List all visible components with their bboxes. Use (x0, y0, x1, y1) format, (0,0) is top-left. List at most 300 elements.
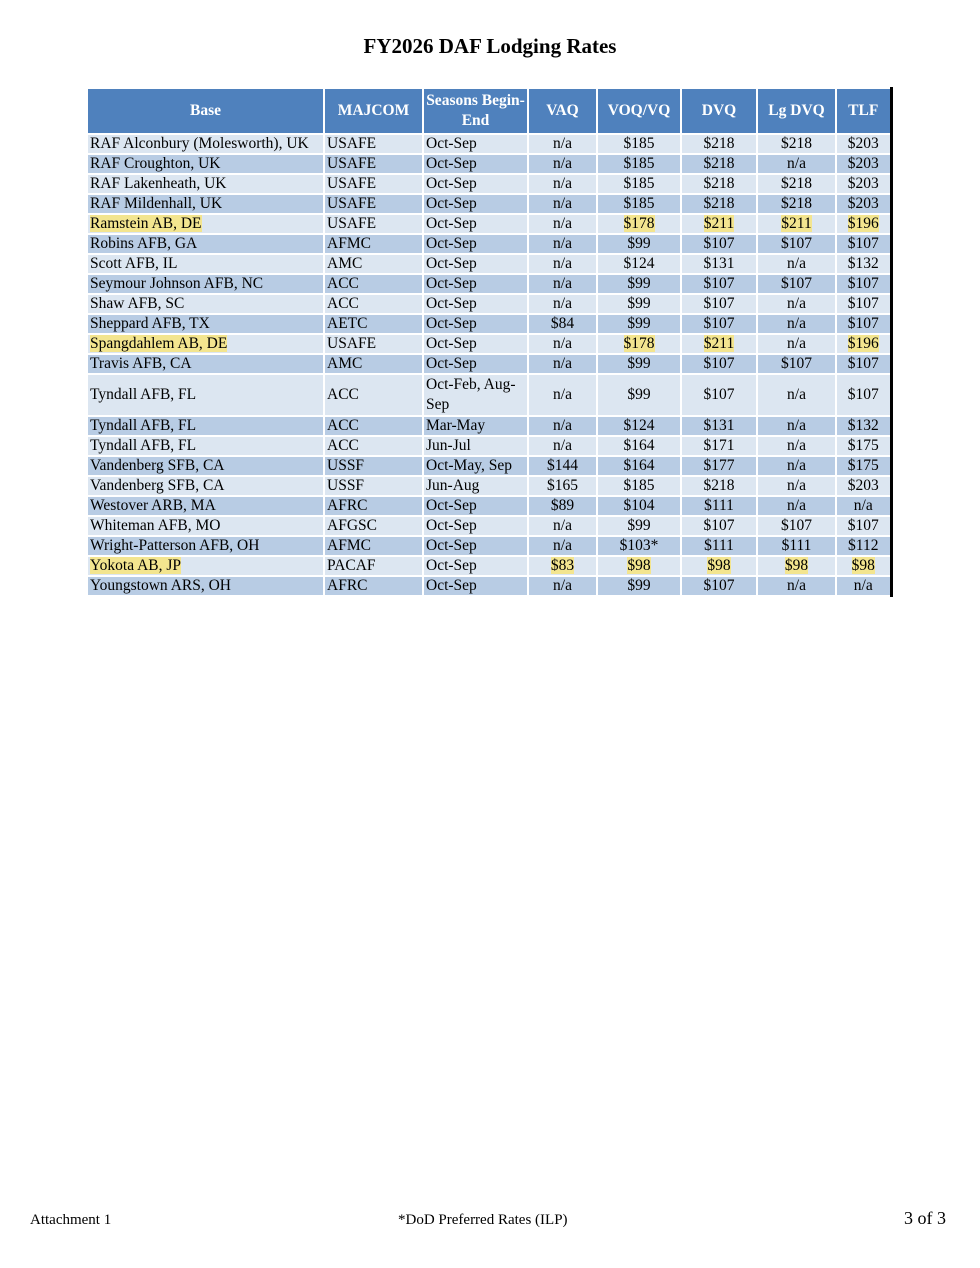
column-header-dvq: DVQ (681, 88, 757, 134)
table-row (87, 556, 891, 576)
cell-dvq-text: $131 (703, 255, 735, 272)
cell-tlf (836, 496, 891, 516)
cell-seasons (423, 354, 528, 374)
cell-voq-vq-text: $98 (627, 557, 651, 574)
cell-vaq-text: n/a (553, 295, 572, 312)
cell-majcom-text: USAFE (327, 215, 377, 232)
cell-vaq-text: $144 (547, 457, 578, 474)
table-row (87, 294, 891, 314)
cell-tlf-text: $196 (847, 335, 879, 352)
cell-lg-dvq (757, 234, 836, 254)
cell-dvq-text: $111 (704, 537, 734, 554)
cell-dvq-text: $107 (703, 275, 735, 292)
cell-dvq-text: $98 (707, 557, 731, 574)
cell-seasons-text: Oct-Sep (426, 335, 477, 352)
cell-base-text: Spangdahlem AB, DE (90, 335, 228, 352)
cell-vaq-text: n/a (553, 537, 572, 554)
cell-majcom-text: USSF (327, 457, 365, 474)
cell-tlf-text: $203 (847, 175, 879, 192)
cell-majcom-text: ACC (327, 417, 359, 434)
cell-seasons-text: Oct-Sep (426, 537, 477, 554)
cell-majcom-text: AMC (327, 255, 363, 272)
cell-majcom (324, 314, 423, 334)
cell-seasons (423, 314, 528, 334)
cell-voq-vq (597, 354, 681, 374)
cell-seasons (423, 436, 528, 456)
cell-tlf-text: $107 (847, 235, 879, 252)
cell-vaq-text: n/a (553, 335, 572, 352)
cell-voq-vq (597, 496, 681, 516)
table-row (87, 416, 891, 436)
cell-lg-dvq (757, 354, 836, 374)
cell-lg-dvq (757, 274, 836, 294)
cell-tlf-text: $203 (847, 195, 879, 212)
cell-vaq-text: n/a (553, 417, 572, 434)
cell-dvq (681, 416, 757, 436)
cell-base-text: Shaw AFB, SC (90, 295, 185, 312)
cell-base (87, 374, 324, 416)
cell-dvq-text: $218 (703, 155, 735, 172)
cell-tlf-text: $98 (851, 557, 875, 574)
cell-base-text: Tyndall AFB, FL (90, 437, 197, 454)
cell-vaq-text: n/a (553, 517, 572, 534)
cell-base (87, 234, 324, 254)
cell-seasons-text: Jun-Jul (426, 437, 471, 454)
cell-majcom (324, 214, 423, 234)
cell-voq-vq-text: $99 (627, 275, 651, 292)
cell-dvq (681, 234, 757, 254)
cell-base (87, 254, 324, 274)
cell-base (87, 416, 324, 436)
table-row (87, 456, 891, 476)
cell-majcom-text: AFMC (327, 235, 371, 252)
cell-vaq-text: n/a (553, 255, 572, 272)
column-header-seasons: Seasons Begin-End (423, 88, 528, 134)
cell-lg-dvq (757, 174, 836, 194)
table-row (87, 496, 891, 516)
cell-tlf (836, 374, 891, 416)
cell-vaq (528, 496, 597, 516)
cell-voq-vq (597, 254, 681, 274)
cell-voq-vq-text: $104 (623, 497, 655, 514)
cell-majcom (324, 254, 423, 274)
cell-tlf-text: $132 (847, 417, 879, 434)
cell-base-text: Westover ARB, MA (90, 497, 216, 514)
cell-voq-vq-text: $99 (627, 355, 651, 372)
cell-tlf (836, 536, 891, 556)
cell-vaq (528, 556, 597, 576)
cell-tlf-text: $107 (847, 315, 879, 332)
cell-voq-vq (597, 416, 681, 436)
cell-seasons (423, 274, 528, 294)
cell-dvq (681, 134, 757, 154)
cell-dvq (681, 456, 757, 476)
cell-voq-vq-text: $178 (623, 335, 655, 352)
cell-majcom-text: PACAF (327, 557, 376, 574)
cell-majcom (324, 194, 423, 214)
cell-majcom-text: USSF (327, 477, 365, 494)
cell-majcom (324, 576, 423, 596)
cell-vaq (528, 334, 597, 354)
cell-majcom (324, 334, 423, 354)
cell-majcom-text: AFGSC (327, 517, 377, 534)
cell-seasons (423, 174, 528, 194)
cell-voq-vq-text: $99 (627, 315, 651, 332)
cell-seasons-text: Oct-Feb, Aug-Sep (426, 376, 516, 413)
cell-voq-vq (597, 516, 681, 536)
cell-majcom-text: USAFE (327, 175, 377, 192)
cell-lg-dvq (757, 374, 836, 416)
cell-vaq (528, 576, 597, 596)
cell-voq-vq-text: $185 (623, 477, 655, 494)
cell-voq-vq (597, 334, 681, 354)
cell-majcom (324, 234, 423, 254)
cell-dvq (681, 476, 757, 496)
cell-lg-dvq (757, 194, 836, 214)
cell-base-text: Tyndall AFB, FL (90, 417, 197, 434)
cell-tlf-text: $203 (847, 135, 879, 152)
cell-lg-dvq (757, 576, 836, 596)
cell-voq-vq-text: $124 (623, 417, 655, 434)
cell-lg-dvq-text: n/a (787, 577, 806, 594)
cell-lg-dvq (757, 294, 836, 314)
cell-base-text: Tyndall AFB, FL (90, 386, 197, 403)
cell-dvq-text: $218 (703, 175, 735, 192)
cell-seasons-text: Oct-Sep (426, 577, 477, 594)
table-row (87, 254, 891, 274)
cell-base (87, 436, 324, 456)
cell-vaq (528, 456, 597, 476)
cell-dvq (681, 214, 757, 234)
cell-base (87, 194, 324, 214)
cell-majcom (324, 516, 423, 536)
cell-dvq (681, 274, 757, 294)
cell-lg-dvq-text: n/a (787, 457, 806, 474)
cell-base (87, 294, 324, 314)
cell-lg-dvq-text: $107 (781, 517, 812, 534)
cell-tlf (836, 556, 891, 576)
cell-majcom (324, 436, 423, 456)
cell-vaq-text: n/a (553, 386, 572, 403)
cell-lg-dvq-text: $218 (781, 195, 812, 212)
cell-majcom-text: USAFE (327, 195, 377, 212)
cell-dvq (681, 436, 757, 456)
cell-base (87, 214, 324, 234)
cell-tlf (836, 274, 891, 294)
cell-base (87, 496, 324, 516)
table-row (87, 354, 891, 374)
cell-majcom-text: AETC (327, 315, 368, 332)
footer-attachment: Attachment 1 (30, 1212, 112, 1228)
cell-base-text: Vandenberg SFB, CA (90, 457, 225, 474)
lodging-rates-table (86, 87, 893, 597)
cell-majcom (324, 134, 423, 154)
cell-majcom (324, 536, 423, 556)
cell-base (87, 456, 324, 476)
table-row (87, 234, 891, 254)
cell-lg-dvq (757, 334, 836, 354)
cell-base-text: Yokota AB, JP (90, 557, 182, 574)
cell-lg-dvq (757, 154, 836, 174)
cell-lg-dvq-text: $211 (781, 215, 812, 232)
cell-base-text: Seymour Johnson AFB, NC (90, 275, 264, 292)
cell-dvq-text: $111 (704, 497, 734, 514)
cell-dvq-text: $218 (703, 135, 735, 152)
cell-dvq (681, 174, 757, 194)
cell-dvq (681, 154, 757, 174)
cell-base (87, 274, 324, 294)
cell-seasons-text: Oct-Sep (426, 135, 477, 152)
table-row (87, 314, 891, 334)
cell-tlf-text: $107 (847, 355, 879, 372)
cell-lg-dvq-text: n/a (787, 335, 806, 352)
cell-seasons-text: Oct-Sep (426, 355, 477, 372)
cell-dvq (681, 314, 757, 334)
cell-voq-vq (597, 576, 681, 596)
cell-voq-vq-text: $185 (623, 135, 655, 152)
cell-lg-dvq-text: $98 (784, 557, 809, 574)
cell-seasons-text: Jun-Aug (426, 477, 480, 494)
cell-lg-dvq (757, 476, 836, 496)
cell-base-text: RAF Croughton, UK (90, 155, 221, 172)
cell-dvq (681, 556, 757, 576)
table-row (87, 476, 891, 496)
cell-seasons (423, 576, 528, 596)
cell-dvq-text: $107 (703, 235, 735, 252)
cell-base (87, 476, 324, 496)
cell-voq-vq-text: $99 (627, 517, 651, 534)
cell-seasons (423, 374, 528, 416)
cell-vaq (528, 134, 597, 154)
cell-base (87, 536, 324, 556)
cell-tlf-text: $175 (847, 457, 879, 474)
cell-vaq (528, 214, 597, 234)
cell-tlf (836, 174, 891, 194)
cell-seasons-text: Mar-May (426, 417, 486, 434)
cell-vaq-text: n/a (553, 235, 572, 252)
cell-voq-vq (597, 536, 681, 556)
cell-base-text: Youngstown ARS, OH (90, 577, 231, 594)
cell-vaq (528, 234, 597, 254)
cell-dvq (681, 254, 757, 274)
table-row (87, 576, 891, 596)
cell-voq-vq-text: $124 (623, 255, 655, 272)
cell-dvq-text: $107 (703, 517, 735, 534)
cell-seasons (423, 556, 528, 576)
cell-lg-dvq-text: $107 (781, 275, 812, 292)
cell-tlf (836, 194, 891, 214)
table-row (87, 536, 891, 556)
footer-note: *DoD Preferred Rates (ILP) (398, 1212, 568, 1228)
cell-seasons (423, 476, 528, 496)
cell-lg-dvq-text: n/a (787, 437, 806, 454)
cell-vaq (528, 436, 597, 456)
cell-tlf-text: $203 (847, 155, 879, 172)
cell-voq-vq-text: $178 (623, 215, 655, 232)
cell-seasons-text: Oct-Sep (426, 295, 477, 312)
cell-vaq-text: $165 (547, 477, 578, 494)
cell-seasons-text: Oct-Sep (426, 255, 477, 272)
cell-tlf-text: $107 (847, 275, 879, 292)
cell-tlf (836, 294, 891, 314)
cell-seasons (423, 456, 528, 476)
cell-majcom (324, 416, 423, 436)
cell-lg-dvq-text: $218 (781, 135, 812, 152)
cell-voq-vq-text: $103* (619, 537, 659, 554)
cell-vaq (528, 154, 597, 174)
cell-lg-dvq-text: n/a (787, 255, 806, 272)
cell-tlf-text: n/a (853, 497, 873, 514)
cell-base-text: Ramstein AB, DE (90, 215, 202, 232)
cell-base-text: Whiteman AFB, MO (90, 517, 221, 534)
cell-voq-vq (597, 294, 681, 314)
cell-dvq (681, 334, 757, 354)
page-number: 3 of 3 (904, 1208, 946, 1228)
cell-voq-vq (597, 436, 681, 456)
cell-majcom (324, 374, 423, 416)
cell-tlf (836, 416, 891, 436)
cell-lg-dvq (757, 314, 836, 334)
cell-vaq (528, 274, 597, 294)
table-row (87, 274, 891, 294)
cell-base (87, 174, 324, 194)
cell-vaq-text: n/a (553, 135, 572, 152)
cell-vaq-text: $89 (550, 497, 575, 514)
cell-dvq-text: $107 (703, 295, 735, 312)
table-header-row (87, 88, 891, 134)
cell-vaq (528, 536, 597, 556)
cell-majcom-text: ACC (327, 275, 359, 292)
cell-lg-dvq-text: n/a (787, 295, 806, 312)
cell-voq-vq (597, 456, 681, 476)
cell-seasons (423, 334, 528, 354)
cell-voq-vq (597, 234, 681, 254)
cell-dvq-text: $171 (703, 437, 735, 454)
cell-tlf (836, 476, 891, 496)
cell-majcom-text: ACC (327, 386, 359, 403)
cell-vaq-text: $83 (550, 557, 575, 574)
table-row (87, 174, 891, 194)
cell-vaq (528, 374, 597, 416)
cell-vaq-text: n/a (553, 275, 572, 292)
cell-dvq (681, 354, 757, 374)
cell-tlf (836, 576, 891, 596)
table-row (87, 436, 891, 456)
cell-lg-dvq (757, 214, 836, 234)
cell-seasons (423, 254, 528, 274)
cell-vaq (528, 194, 597, 214)
cell-voq-vq (597, 274, 681, 294)
cell-base (87, 154, 324, 174)
cell-voq-vq (597, 314, 681, 334)
cell-majcom-text: USAFE (327, 335, 377, 352)
cell-vaq (528, 516, 597, 536)
cell-voq-vq-text: $185 (623, 175, 655, 192)
cell-lg-dvq (757, 516, 836, 536)
cell-voq-vq-text: $185 (623, 155, 655, 172)
cell-seasons (423, 496, 528, 516)
cell-tlf (836, 214, 891, 234)
cell-base (87, 354, 324, 374)
cell-seasons (423, 416, 528, 436)
cell-dvq (681, 374, 757, 416)
column-header-tlf: TLF (836, 88, 891, 134)
cell-seasons (423, 234, 528, 254)
cell-tlf (836, 134, 891, 154)
cell-vaq (528, 476, 597, 496)
cell-base-text: Vandenberg SFB, CA (90, 477, 225, 494)
cell-majcom-text: AFRC (327, 497, 368, 514)
cell-vaq-text: n/a (553, 195, 572, 212)
cell-dvq-text: $218 (703, 477, 735, 494)
cell-lg-dvq-text: n/a (787, 386, 806, 403)
cell-voq-vq (597, 374, 681, 416)
cell-seasons-text: Oct-Sep (426, 275, 477, 292)
cell-lg-dvq (757, 536, 836, 556)
cell-majcom (324, 456, 423, 476)
cell-vaq-text: n/a (553, 215, 572, 232)
cell-vaq (528, 294, 597, 314)
cell-voq-vq-text: $99 (627, 295, 651, 312)
cell-tlf-text: $132 (847, 255, 879, 272)
cell-tlf (836, 314, 891, 334)
cell-vaq-text: n/a (553, 355, 572, 372)
cell-majcom (324, 556, 423, 576)
cell-base-text: Wright-Patterson AFB, OH (90, 537, 260, 554)
cell-tlf-text: $107 (847, 295, 879, 312)
cell-majcom-text: USAFE (327, 155, 377, 172)
cell-tlf-text: $107 (847, 517, 879, 534)
cell-lg-dvq (757, 556, 836, 576)
cell-lg-dvq-text: n/a (787, 155, 806, 172)
cell-base (87, 556, 324, 576)
column-header-vaq: VAQ (528, 88, 597, 134)
cell-tlf-text: $196 (847, 215, 879, 232)
cell-lg-dvq (757, 436, 836, 456)
table-row (87, 154, 891, 174)
cell-tlf (836, 436, 891, 456)
cell-voq-vq-text: $99 (627, 235, 651, 252)
cell-majcom (324, 174, 423, 194)
cell-seasons-text: Oct-Sep (426, 195, 477, 212)
cell-seasons-text: Oct-Sep (426, 155, 477, 172)
cell-tlf (836, 254, 891, 274)
cell-vaq (528, 314, 597, 334)
cell-vaq (528, 174, 597, 194)
table-row (87, 194, 891, 214)
table-row (87, 374, 891, 416)
column-header-base: Base (87, 88, 324, 134)
cell-lg-dvq (757, 496, 836, 516)
table-row (87, 214, 891, 234)
column-header-voq-vq: VOQ/VQ (597, 88, 681, 134)
cell-seasons (423, 154, 528, 174)
cell-voq-vq-text: $164 (623, 437, 655, 454)
cell-base-text: RAF Alconbury (Molesworth), UK (90, 135, 309, 152)
table-row (87, 334, 891, 354)
cell-dvq-text: $177 (703, 457, 735, 474)
column-header-lg-dvq: Lg DVQ (757, 88, 836, 134)
cell-lg-dvq (757, 456, 836, 476)
cell-majcom (324, 274, 423, 294)
cell-dvq (681, 294, 757, 314)
cell-voq-vq (597, 154, 681, 174)
cell-lg-dvq (757, 134, 836, 154)
cell-majcom-text: AMC (327, 355, 363, 372)
page-title: FY2026 DAF Lodging Rates (363, 34, 617, 58)
cell-seasons (423, 294, 528, 314)
cell-vaq (528, 254, 597, 274)
